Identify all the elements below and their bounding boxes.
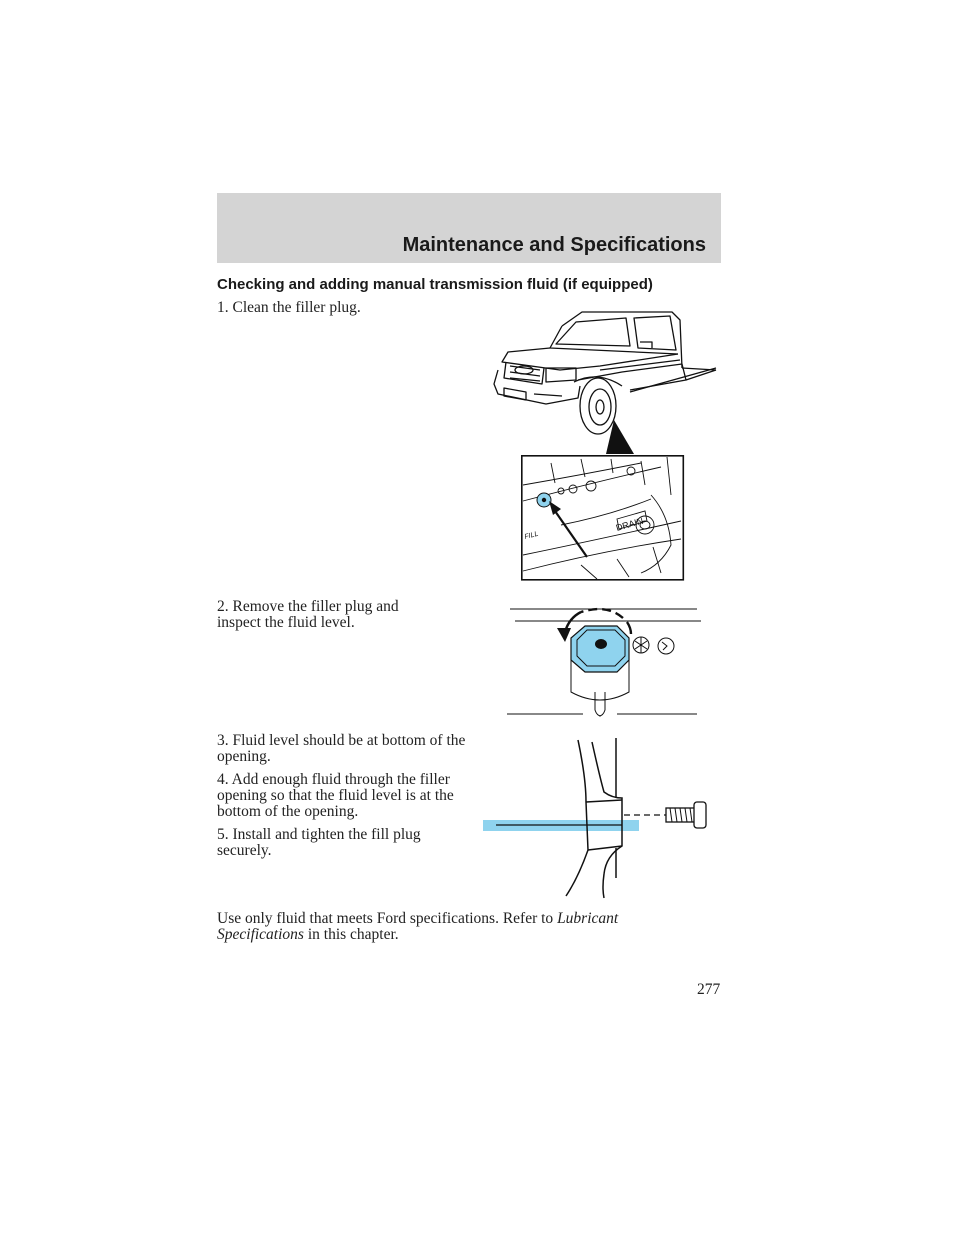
step-4: 4. Add enough fluid through the filler opening so that the fluid level is at the bottom of the opening. — [217, 771, 454, 820]
step-3: 3. Fluid level should be at bottom of the opening. — [217, 732, 466, 765]
drain-label: DRAIN — [614, 515, 645, 533]
chapter-title: Maintenance and Specifications — [402, 234, 706, 256]
note-text-end: in this chapter. — [303, 926, 399, 943]
transmission-closeup — [521, 455, 685, 581]
truck-illustration — [490, 308, 720, 458]
step-2: 2. Remove the filler plug and inspect the fluid level. — [217, 598, 399, 631]
page-number: 277 — [697, 981, 721, 998]
fill-label: FILL — [523, 530, 540, 541]
step-1: 1. Clean the filler plug. — [217, 299, 361, 316]
note-reference: Lubricant Specifications — [217, 910, 619, 943]
chapter-header-band — [217, 193, 721, 263]
fluid-level-illustration — [482, 738, 712, 898]
note-text: Use only fluid that meets Ford specifications. Refer to — [217, 910, 558, 927]
fluid-spec-note — [217, 911, 697, 943]
filler-plug-removal-illustration — [505, 600, 705, 720]
section-heading: Checking and adding manual transmission fluid (if equipped) — [217, 276, 653, 293]
step-5: 5. Install and tighten the fill plug securely. — [217, 826, 421, 859]
